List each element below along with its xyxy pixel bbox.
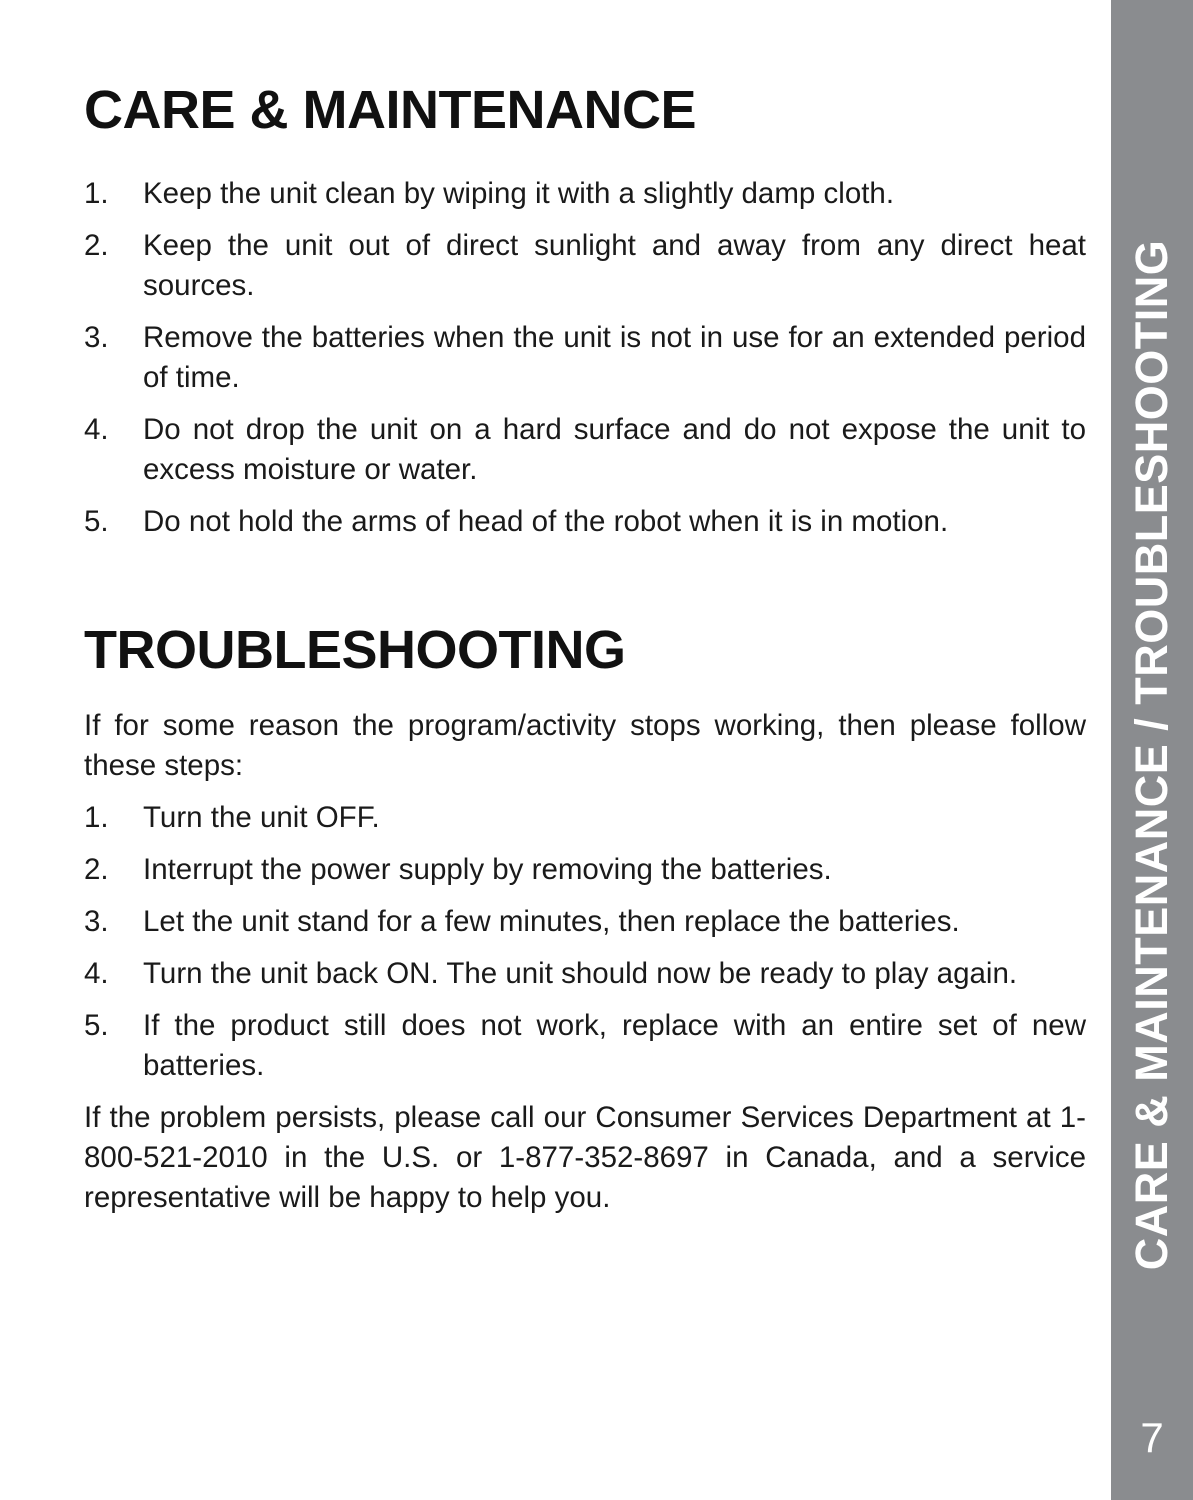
- list-item-number: 2.: [84, 229, 109, 262]
- list-item: [84, 954, 1086, 994]
- list-item-number: 5.: [84, 1009, 109, 1042]
- list-item: [84, 902, 1086, 942]
- list-item-number: 1.: [84, 177, 109, 210]
- list-item-text: Do not hold the arms of head of the robot when it is in motion.: [143, 505, 949, 538]
- troubleshooting-closing: If the problem persists, please call our Consumer Services Department at 1-800-521-2010 in the U.S. or 1-877-352-8697 in Canada, and a service representative will be happy to help you.: [84, 1101, 1086, 1214]
- list-item-text: Turn the unit OFF.: [143, 801, 380, 834]
- list-item-text: Turn the unit back ON. The unit should now be ready to play again.: [143, 957, 1018, 990]
- side-tab-title: CARE & MAINTENANCE / TROUBLESHOOTING: [1126, 239, 1177, 1271]
- list-item-number: 2.: [84, 853, 109, 886]
- list-item: [84, 850, 1086, 890]
- care-maintenance-list: [84, 174, 1086, 542]
- list-item: [84, 318, 1086, 398]
- list-item-number: 4.: [84, 413, 109, 446]
- list-item: [84, 410, 1086, 490]
- list-item-number: 3.: [84, 321, 109, 354]
- list-item: [84, 174, 1086, 214]
- list-item-number: 5.: [84, 505, 109, 538]
- page-number: 7: [1140, 1414, 1164, 1461]
- list-item: [84, 1006, 1086, 1086]
- list-item-number: 4.: [84, 957, 109, 990]
- care-maintenance-heading: CARE & MAINTENANCE: [84, 80, 696, 140]
- troubleshooting-list: [84, 798, 1086, 1086]
- side-tab: [1111, 0, 1193, 1500]
- list-item-text: Interrupt the power supply by removing the batteries.: [143, 853, 832, 886]
- list-item-text: Do not drop the unit on a hard surface and do not expose the unit to excess moisture or water.: [143, 413, 1086, 486]
- troubleshooting-intro: If for some reason the program/activity stops working, then please follow these steps:: [84, 709, 1086, 782]
- list-item-text: Keep the unit out of direct sunlight and away from any direct heat sources.: [143, 229, 1086, 302]
- list-item-text: Let the unit stand for a few minutes, then replace the batteries.: [143, 905, 960, 938]
- list-item: [84, 502, 1086, 542]
- list-item-text: Keep the unit clean by wiping it with a slightly damp cloth.: [143, 177, 895, 210]
- list-item: [84, 798, 1086, 838]
- list-item-text: If the product still does not work, replace with an entire set of new batteries.: [143, 1009, 1086, 1082]
- list-item-text: Remove the batteries when the unit is not in use for an extended period of time.: [143, 321, 1086, 394]
- list-item-number: 3.: [84, 905, 109, 938]
- list-item: [84, 226, 1086, 306]
- troubleshooting-heading: TROUBLESHOOTING: [84, 620, 626, 680]
- page-content: [84, 74, 1086, 1218]
- list-item-number: 1.: [84, 801, 109, 834]
